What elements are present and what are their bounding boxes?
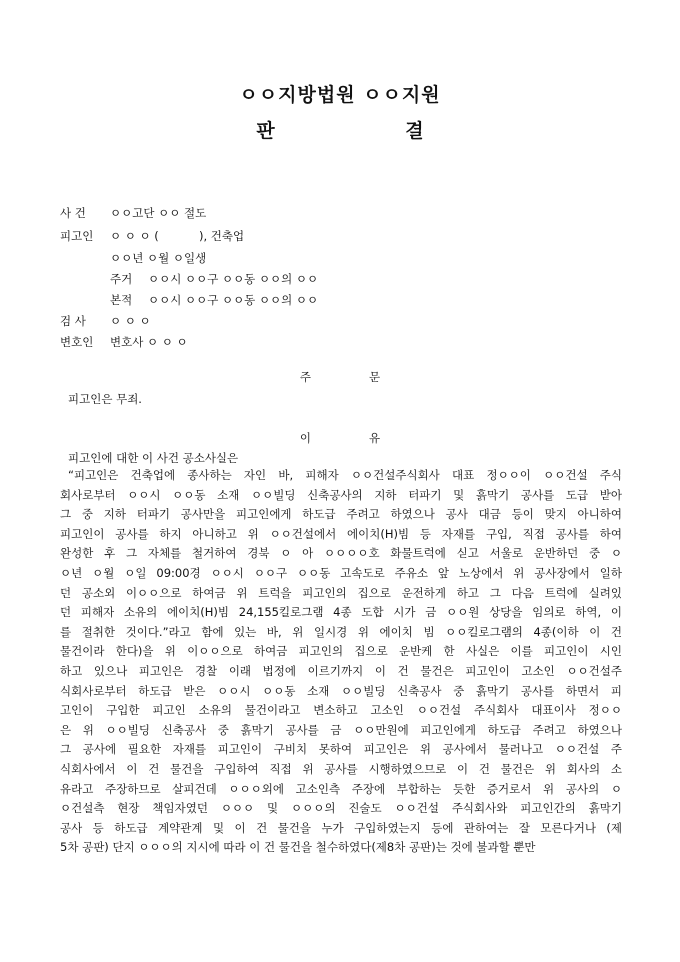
residence-label: 주거 <box>110 272 133 286</box>
case-label: 사 건 <box>60 206 86 220</box>
reasons-line: 하고 있으나 피고인은 경찰 이래 법정에 이르기까지 이 건 물건은 피고인이 고소인 ㅇㅇ건설주 <box>60 663 622 678</box>
reasons-intro: 피고인에 대한 이 사건 공소사실은 <box>68 451 239 465</box>
disposition-heading: 주문 <box>299 370 439 384</box>
reasons-line: 그 공사에 필요한 자재를 피고인이 구비치 못하여 피고인은 위 공사에서 물러나고 ㅇㅇ건설 주 <box>60 742 622 757</box>
disposition-text: 피고인은 무죄. <box>68 392 142 406</box>
reasons-line: 피고인이 공사를 하지 아니하고 위 ㅇㅇ건설에서 에이치(H)빔 등 자재를 구입, 직접 공사를 하여 <box>60 526 622 541</box>
reasons-line: “피고인은 건축업에 종사하는 자인 바, 피해자 ㅇㅇ건설주식회사 대표 정ㅇㅇ이 ㅇㅇ건설 주식 <box>68 468 622 482</box>
defendant-birth: ㅇㅇ년 ㅇ월 ㅇ일생 <box>110 251 207 265</box>
document-type: 판 결 <box>256 120 486 142</box>
case-value: ㅇㅇ고단 ㅇㅇ 절도 <box>110 206 207 220</box>
prosecutor-label: 검 사 <box>60 314 86 328</box>
reasons-line: 식회사에서 이 건 물건을 구입하여 직접 위 공사를 시행하였으므로 이 건 물건은 위 회사의 소 <box>60 761 622 776</box>
reasons-line: ㅇ건설측 현장 책임자였던 ㅇㅇㅇ 및 ㅇㅇㅇ의 진술도 ㅇㅇ건설 주식회사와 피고인간의 흙막기 <box>60 801 622 816</box>
reasons-line: 를 절취한 것이다.”라고 함에 있는 바, 위 일시경 위 에이치 빔 ㅇㅇ킬로그램의 4종(이하 이 건 <box>60 624 622 639</box>
domicile-value: ㅇㅇ시 ㅇㅇ구 ㅇㅇ동 ㅇㅇ의 ㅇㅇ <box>148 293 319 307</box>
reasons-line: 던 피해자 소유의 에이치(H)빔 24,155킬로그램 4종 도합 시가 금 ㅇㅇ원 상당을 임의로 하역, 이 <box>60 605 622 620</box>
reasons-line: ㅇ년 ㅇ월 ㅇ일 09:00경 ㅇㅇ시 ㅇㅇ구 ㅇㅇ동 고속도로 주유소 앞 노상에서 위 공사장에서 일하 <box>60 565 622 580</box>
reasons-line: 완성한 후 그 자체를 철거하여 경북 ㅇ 아 ㅇㅇㅇㅇ호 화물트럭에 싣고 서울로 운반하던 중 ㅇ <box>60 546 622 561</box>
reasons-line: 던 공소외 이ㅇㅇ으로 하여금 위 트럭을 피고인의 집으로 운전하게 하고 그 다음 트럭에 실려있 <box>60 585 622 600</box>
reasons-line: 식회사로부터 하도급 받은 ㅇㅇ시 ㅇㅇ동 소재 ㅇㅇ빌딩 신축공사 중 흙막기 공사를 하면서 피 <box>60 683 622 698</box>
reasons-line: 물건이라 한다)을 위 이ㅇㅇ으로 하여금 피고인의 집으로 운반케 한 사실은 이를 피고인이 시인 <box>60 644 622 659</box>
reasons-body <box>60 466 622 858</box>
defendant-value: ㅇ ㅇ ㅇ ( ), 건축업 <box>110 229 245 243</box>
reasons-line: 고인이 구입한 피고인 소유의 물건이라고 변소하고 고소인 ㅇㅇ건설 주식회사 대표이사 정ㅇㅇ <box>60 703 622 718</box>
residence-value: ㅇㅇ시 ㅇㅇ구 ㅇㅇ동 ㅇㅇ의 ㅇㅇ <box>148 272 319 286</box>
domicile-label: 본적 <box>110 293 133 307</box>
reasons-line: 유라고 주장하므로 살피건데 ㅇㅇㅇ외에 고소인측 주장에 부합하는 듯한 증거로서 위 공사의 ㅇ <box>60 781 622 796</box>
reasons-line: 5차 공판) 단지 ㅇㅇㅇ의 지시에 따라 이 건 물건을 철수하였다(제8차 공판)는 것에 불과할 뿐만 <box>60 840 536 855</box>
reasons-line: 공사 등 하도급 계약관계 및 이 건 물건을 누가 구입하였는지 등에 관하여는 잘 모른다거나 (제 <box>60 820 622 835</box>
defendant-label: 피고인 <box>60 229 94 243</box>
reasons-heading: 이유 <box>299 431 439 445</box>
reasons-line: 은 위 ㅇㅇ빌딩 신축공사 중 흙막기 공사를 금 ㅇㅇ만원에 피고인에게 하도급 주려고 하였으나 <box>60 722 622 737</box>
counsel-label: 변호인 <box>60 335 94 349</box>
court-name: ㅇㅇ지방법원 ㅇㅇ지원 <box>239 84 441 106</box>
prosecutor-value: ㅇ ㅇ ㅇ <box>110 314 151 328</box>
reasons-line: 회사로부터 ㅇㅇ시 ㅇㅇ동 소재 ㅇㅇ빌딩 신축공사의 지하 터파기 및 흙막기 공사를 도급 받아 <box>60 487 622 502</box>
counsel-value: 변호사 ㅇ ㅇ ㅇ <box>110 335 188 349</box>
reasons-line: 그 중 지하 터파기 공사만을 피고인에게 하도급 주려고 하였으나 공사 대금 등이 맞지 아니하여 <box>60 507 622 522</box>
